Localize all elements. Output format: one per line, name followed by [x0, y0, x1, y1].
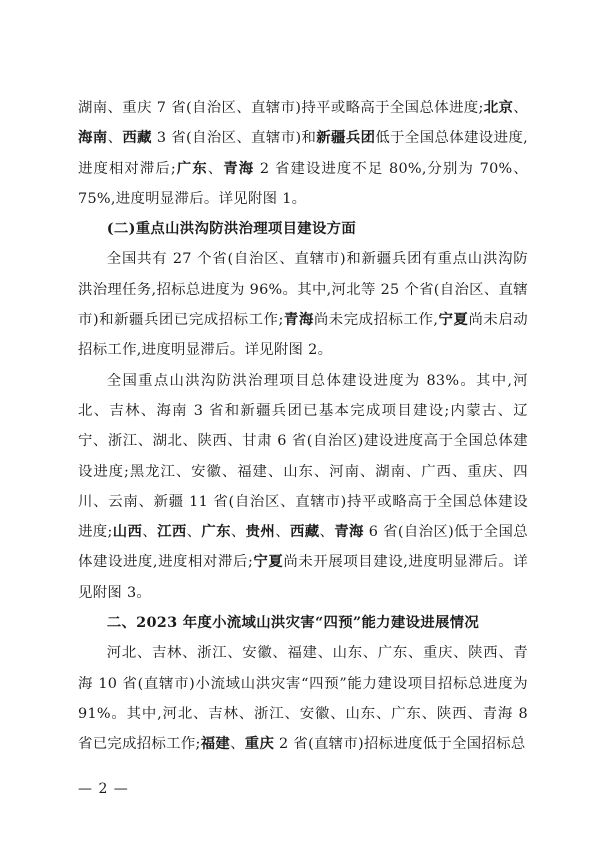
- paragraph-3: [78, 244, 528, 365]
- bold-text-run: 广东: [176, 159, 208, 177]
- bold-text-run: 宁夏: [253, 553, 284, 571]
- section-subheading: [78, 214, 528, 244]
- text-run: 、: [230, 736, 245, 753]
- text-run: 全国重点山洪沟防洪治理项目总体建设进度为 83%。其中,河北、吉林、海南 3 省和新疆兵团已基本完成项目建设;内蒙古、辽宁、浙江、湖北、陕西、甘肃 6 省(自治区)建设进度高于全国总体建设进度;黑龙江、安徽、福建、山东、河南、湖南、广西、重庆、四川、云南、新疆 11 省(自治区、直辖市)持平或略高于全国总体建设进度;: [78, 372, 528, 541]
- text-run: 、: [513, 100, 528, 116]
- text-run: 、: [319, 524, 335, 541]
- bold-text-run: 北京: [483, 99, 514, 116]
- text-run: 、: [230, 524, 246, 541]
- text-run: 湖南、重庆 7 省(自治区、直辖市)持平或略高于全国总体进度;: [78, 100, 484, 116]
- text-run: 、: [275, 524, 290, 541]
- bold-text-run: 青海: [334, 523, 364, 541]
- section-heading: [78, 608, 528, 638]
- bold-text-run: 江西: [157, 523, 187, 541]
- bold-text-run: 山西: [112, 523, 143, 541]
- bold-text-run: 青海: [223, 159, 255, 177]
- text-run: 全国共有 27 个省(自治区、直辖市)和新疆兵团有重点山洪沟防洪治理任务,招标总进度为 96%。其中,河北等 25 个省(自治区、直辖市)和新疆兵团已完成招标工作;: [78, 251, 528, 329]
- text-run: 、: [142, 524, 158, 541]
- text-run: 2 省(直辖市)招标进度低于全国招标总: [274, 736, 526, 753]
- bold-text-run: 海南: [78, 129, 108, 147]
- bold-text-run: 重庆: [244, 735, 275, 753]
- bold-text-run: 新疆兵团: [316, 129, 376, 147]
- paragraph-6: [78, 638, 528, 759]
- page-number: — 2 —: [78, 781, 129, 797]
- text-run: 低于全国总体建设进度,进度相对滞后;: [78, 130, 529, 177]
- bold-text-run: 西藏: [122, 129, 152, 147]
- text-run: 二、2023 年度小流域山洪灾害“四预”能力建设进展情况: [106, 614, 480, 632]
- paragraph-1: [78, 93, 528, 214]
- paragraph-4: [78, 366, 528, 608]
- text-run: 、: [107, 130, 123, 147]
- text-run: 尚未启动招标工作,进度明显滞后。详见附图 2。: [78, 312, 528, 359]
- bold-text-run: 广东: [201, 523, 231, 541]
- document-body: [78, 93, 528, 760]
- text-run: 、: [186, 524, 202, 541]
- bold-text-run: 宁夏: [438, 311, 469, 329]
- text-run: 、: [207, 160, 224, 177]
- text-run: 尚未开展项目建设,进度明显滞后。详见附图 3。: [78, 554, 528, 601]
- text-run: 河北、吉林、浙江、安徽、福建、山东、广东、重庆、陕西、青海 10 省(直辖市)小流域山洪灾害“四预”能力建设项目招标总进度为 91%。其中,河北、吉林、浙江、安徽、山东、广东、陕西、青海 8 省已完成招标工作;: [78, 645, 528, 753]
- text-run: 2 省建设进度不足 80%,分别为 70%、75%,进度明显滞后。详见附图 1。: [78, 160, 528, 207]
- bold-text-run: 贵州: [245, 523, 276, 541]
- bold-text-run: 青海: [283, 311, 314, 329]
- text-run: 6 省(自治区)低于全国总体建设进度,进度相对滞后;: [78, 524, 528, 571]
- text-run: (二)重点山洪沟防洪治理项目建设方面: [106, 220, 357, 238]
- text-run: 尚未完成招标工作,: [313, 312, 439, 329]
- text-run: 3 省(自治区、直辖市)和: [151, 130, 317, 147]
- bold-text-run: 西藏: [289, 523, 320, 541]
- bold-text-run: 福建: [200, 735, 231, 753]
